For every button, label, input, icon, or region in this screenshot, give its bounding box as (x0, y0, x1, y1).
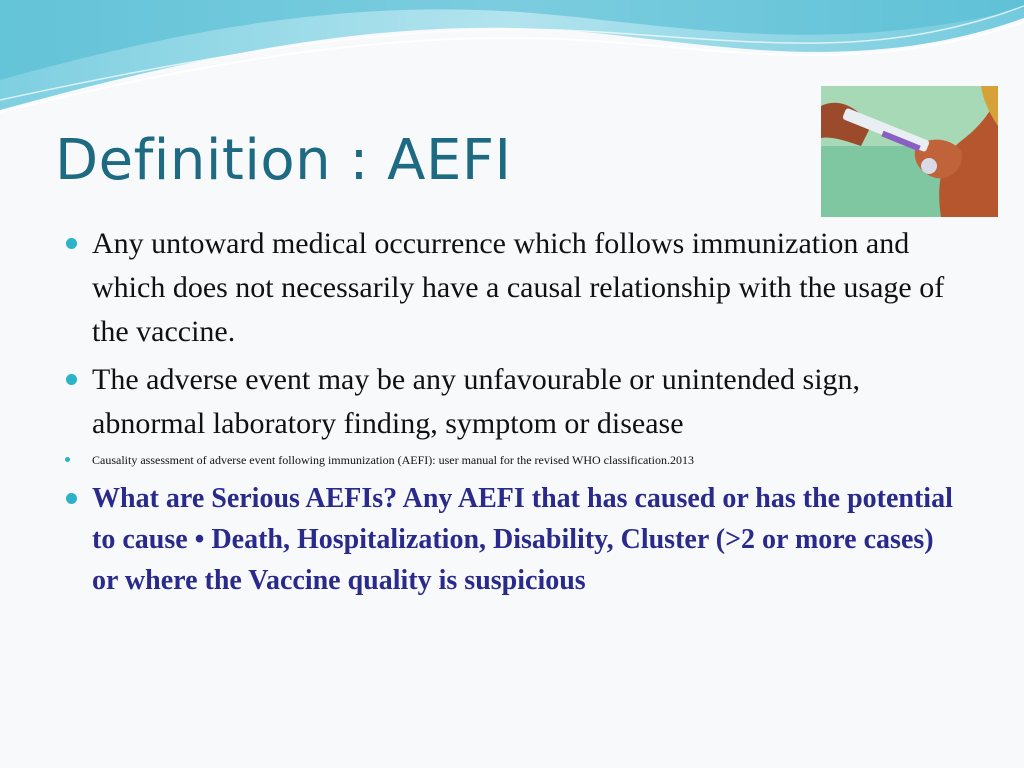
bullet-dot-icon (66, 238, 77, 249)
bullet-definition (64, 222, 964, 354)
citation-text: Causality assessment of adverse event following immunization (AEFI): user manual for the revised WHO classification.2013 (92, 453, 694, 467)
bullet-dot-icon (65, 457, 70, 462)
bullet-dot-icon (66, 374, 77, 385)
bullet-adverse-event (64, 358, 964, 446)
bullet-dot-icon (66, 493, 77, 504)
bullet-citation (64, 450, 964, 470)
slide-title: Definition : AEFI (55, 128, 512, 193)
vaccine-syringe-photo-icon (821, 86, 998, 217)
bullet-serious-aefi (64, 478, 964, 601)
bullet-list (64, 222, 964, 601)
bullet-text: What are Serious AEFIs? Any AEFI that has caused or has the potential to cause • Death, Hospitalization, Disability, Cluster (>2 or more cases) or where the Vaccine quality is suspicious (92, 483, 953, 596)
bullet-text: The adverse event may be any unfavourable or unintended sign, abnormal laboratory finding, symptom or disease (92, 363, 861, 440)
bullet-text: Any untoward medical occurrence which follows immunization and which does not necessarily have a causal relationship with the usage of the vaccine. (92, 227, 945, 348)
